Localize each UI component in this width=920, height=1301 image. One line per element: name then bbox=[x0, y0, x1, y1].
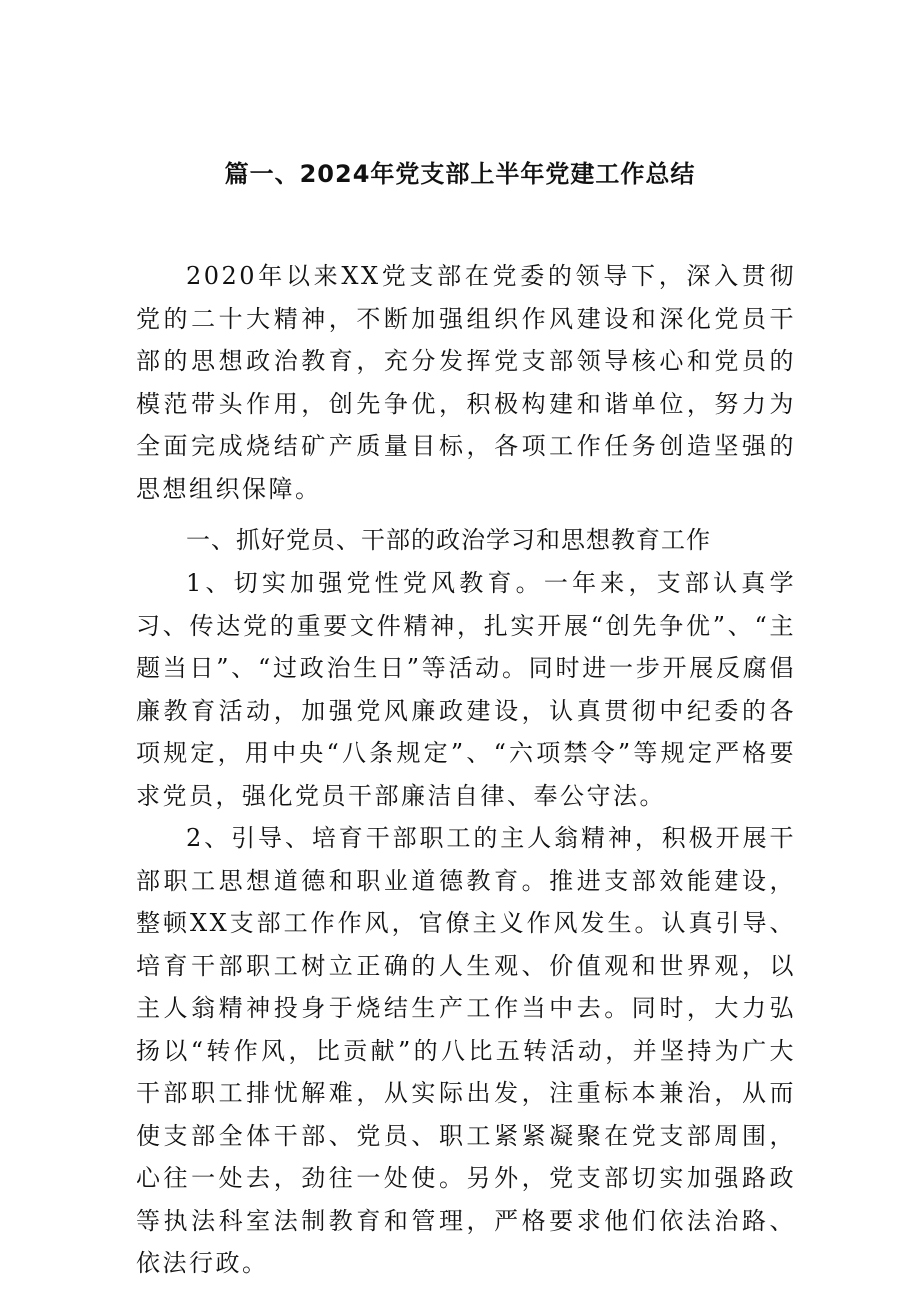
document-title: 篇一、2024年党支部上半年党建工作总结 bbox=[224, 160, 696, 188]
section-heading-1: 一、抓好党员、干部的政治学习和思想教育工作 bbox=[186, 526, 711, 554]
section-1-item-2: 2、引导、培育干部职工的主人翁精神，积极开展干部职工思想道德和职业道德教育。推进支部效能建设，整顿XX支部工作作风，官僚主义作风发生。认真引导、培育干部职工树立正确的人生观、价值观和世界观，以主人翁精神投身于烧结生产工作当中去。同时，大力弘扬以“转作风，比贡献”的八比五转活动，并坚持为广大干部职工排忧解难，从实际出发，注重标本兼治，从而使支部全体干部、党员、职工紧紧凝聚在党支部周围，心往一处去，劲往一处使。另外，党支部切实加强路政等执法科室法制教育和管理，严格要求他们依法治路、依法行政。 bbox=[136, 824, 796, 1277]
section-1-item-1: 1、切实加强党性党风教育。一年来，支部认真学习、传达党的重要文件精神，扎实开展“创先争优”、“主题当日”、“过政治生日”等活动。同时进一步开展反腐倡廉教育活动，加强党风廉政建设，认真贯彻中纪委的各项规定，用中央“八条规定”、“六项禁令”等规定严格要求党员，强化党员干部廉洁自律、奉公守法。 bbox=[136, 569, 796, 810]
intro-paragraph: 2020年以来XX党支部在党委的领导下，深入贯彻党的二十大精神，不断加强组织作风建设和深化党员干部的思想政治教育，充分发挥党支部领导核心和党员的模范带头作用，创先争优，积极构建和谐单位，努力为全面完成烧结矿产质量目标，各项工作任务创造坚强的思想组织保障。 bbox=[136, 262, 796, 503]
document-body bbox=[136, 255, 796, 1285]
